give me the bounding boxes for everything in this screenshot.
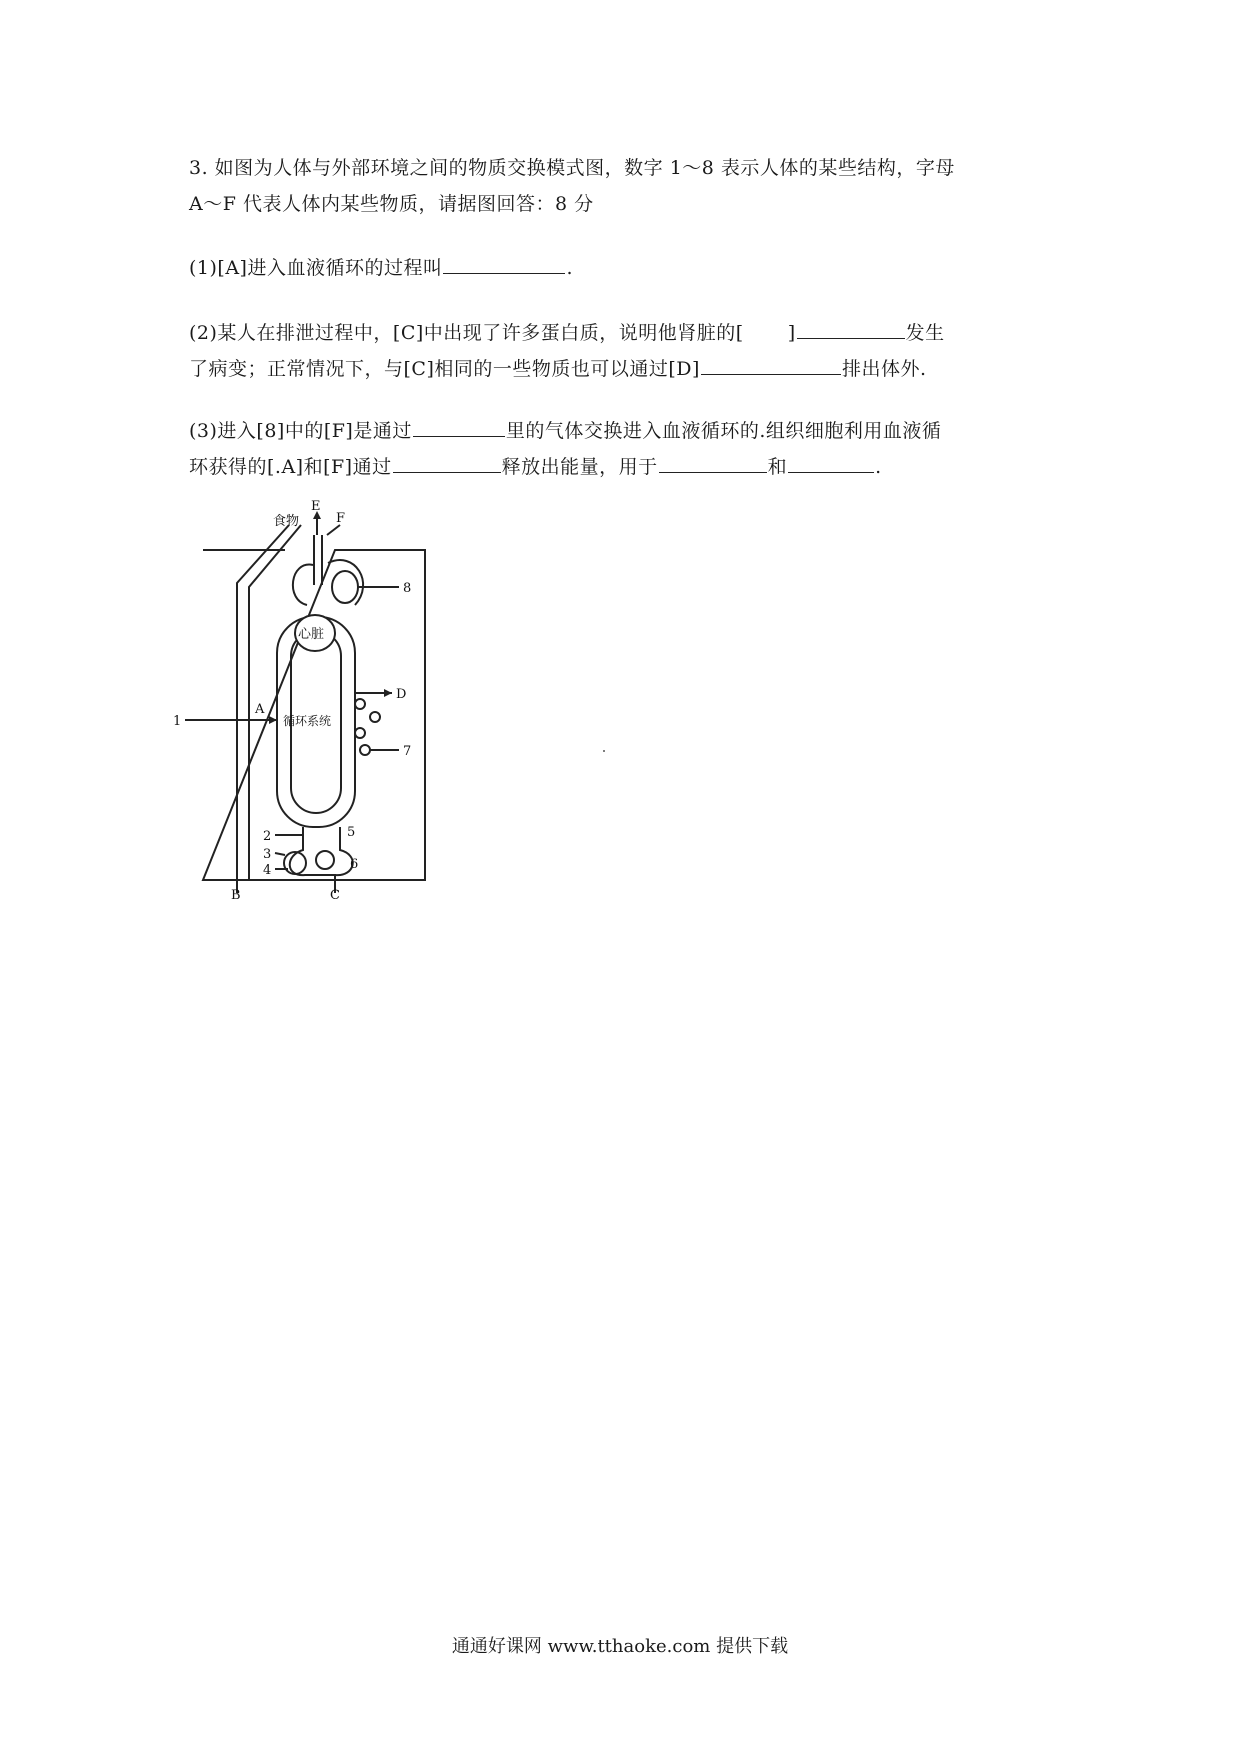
subquestion-3-text-c: 环获得的[.A]和[F]通过 <box>189 456 392 478</box>
answer-blank-3b[interactable] <box>393 452 501 473</box>
answer-blank-2b[interactable] <box>701 354 841 375</box>
subquestion-2-text-c: 发生 <box>905 322 945 344</box>
label-D: D <box>396 687 407 702</box>
label-E: E <box>311 499 321 514</box>
label-5: 5 <box>347 825 356 840</box>
stray-dot <box>603 750 605 752</box>
question-stem-line2: A～F 代表人体内某些物质，请据图回答：8 分 <box>189 193 594 215</box>
subquestion-2 <box>189 315 1049 387</box>
question-stem <box>189 150 1049 222</box>
capsule <box>316 851 334 869</box>
label-2: 2 <box>263 829 272 844</box>
label-3: 3 <box>263 847 272 862</box>
answer-blank-2a[interactable] <box>797 318 905 339</box>
label-circulatory-system: 循环系统 <box>283 714 332 728</box>
answer-blank-1[interactable] <box>443 253 565 274</box>
label-6: 6 <box>350 857 359 872</box>
label-A: A <box>255 702 265 717</box>
left-lung <box>293 565 313 605</box>
label-1: 1 <box>173 714 182 729</box>
subquestion-3-text-d: 释放出能量，用于 <box>501 456 658 478</box>
subquestion-2-text-b: ] <box>787 322 796 344</box>
material-exchange-diagram <box>173 499 470 903</box>
subquestion-3-text-f: . <box>875 456 882 478</box>
answer-blank-3a[interactable] <box>413 416 505 437</box>
label-C: C <box>330 888 340 903</box>
kidney-tubule <box>290 825 356 893</box>
label-B: B <box>231 888 241 903</box>
subquestion-2-text-d: 了病变；正常情况下，与[C]相同的一些物质也可以通过[D] <box>189 358 700 380</box>
subquestion-2-text-a: (2)某人在排泄过程中，[C]中出现了许多蛋白质，说明他肾脏的[ <box>189 322 744 344</box>
question-stem-line1: 3. 如图为人体与外部环境之间的物质交换模式图，数字 1～8 表示人体的某些结构，字母 <box>189 157 955 179</box>
subquestion-2-text-e: 排出体外. <box>841 358 927 380</box>
label-7: 7 <box>403 744 412 759</box>
label-8: 8 <box>403 581 412 596</box>
label-food: 食物 <box>273 514 300 529</box>
label-F: F <box>336 511 346 526</box>
subquestion-3-text-b: 里的气体交换进入血液循环的.组织细胞利用血液循 <box>505 420 942 442</box>
subquestion-3-text-e: 和 <box>767 456 788 478</box>
footer-source: 通通好课网 www.tthaoke.com 提供下载 <box>451 1636 789 1657</box>
label-4: 4 <box>263 863 272 878</box>
answer-blank-3c[interactable] <box>659 452 767 473</box>
organ-8 <box>332 571 358 603</box>
subquestion-1-text: (1)[A]进入血液循环的过程叫 <box>189 257 443 279</box>
subquestion-3 <box>189 413 1049 485</box>
label-heart: 心脏 <box>298 627 325 642</box>
subquestion-3-text-a: (3)进入[8]中的[F]是通过 <box>189 420 412 442</box>
subquestion-1 <box>189 250 1049 286</box>
answer-blank-3d[interactable] <box>788 452 874 473</box>
subquestion-1-end: . <box>566 257 574 279</box>
